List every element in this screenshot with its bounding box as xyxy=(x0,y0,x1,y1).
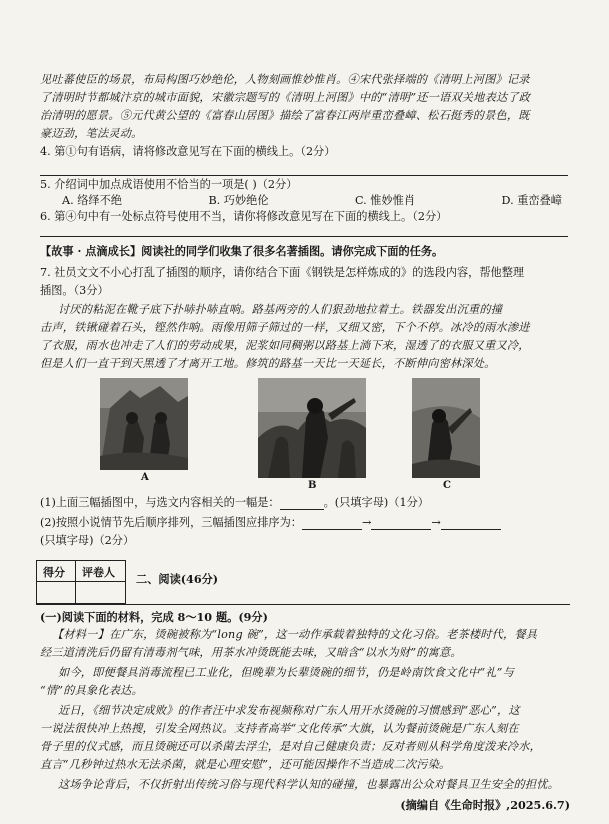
q5-option-d[interactable]: D. 重峦叠嶂 xyxy=(501,194,562,207)
q7-sub-1 xyxy=(40,496,570,510)
q6-answer-line[interactable] xyxy=(40,236,568,237)
passage-line-4: 豪迈劲，笔法灵动。 xyxy=(40,127,143,140)
q5-option-b[interactable]: B. 巧妙绝伦 xyxy=(208,194,269,207)
material-line-4: “情”的具象化表达。 xyxy=(40,684,143,697)
material-line-2: 经三道清洗后仍留有清毒剂气味，用茶水冲烫既能去味，又暗含“以水为财”的寓意。 xyxy=(40,646,462,659)
q7-sub-2-blank-1[interactable] xyxy=(302,518,362,530)
material-line-9: 这场争论背后，不仅折射出传统习俗与现代科学认知的碰撞，也暴露出公众对餐具卫生安全的担忧。 xyxy=(58,778,560,791)
illustration-b-image xyxy=(258,378,366,478)
q7-sub-1-blank[interactable] xyxy=(280,498,324,510)
section-divider xyxy=(36,604,570,605)
q5-option-a[interactable]: A. 络绎不绝 xyxy=(62,194,122,207)
score-box xyxy=(36,560,126,604)
question-7-line-2: 插图。（3分） xyxy=(40,284,109,297)
score-cell-label xyxy=(37,561,76,582)
illustration-label-c: C xyxy=(443,480,451,491)
grader-cell-label xyxy=(76,561,125,582)
illustration-a[interactable] xyxy=(100,378,188,474)
q7-sub-2-note: (只填字母)（2分） xyxy=(40,534,135,547)
illustration-a-image xyxy=(100,378,188,470)
passage-line-1: 见吐蕃使臣的场景，布局构图巧妙绝伦，人物刻画惟妙惟肖。④宋代张择端的《清明上河图》记录 xyxy=(40,73,530,86)
passage-line-3: 治清明的愿景。⑤元代黄公望的《富春山居图》描绘了富春江两岸重峦叠嶂、松石挺秀的景色，既 xyxy=(40,109,530,122)
excerpt-line-3: 了衣服，雨水也冲走了人们的劳动成果，泥浆如同稠粥以路基上淌下来，湿透了的衣服又重又冷， xyxy=(40,339,530,352)
score-label: 得分 xyxy=(43,566,65,579)
grader-label: 评卷人 xyxy=(82,566,115,579)
question-7-line-1: 7. 社员文文不小心打乱了插图的顺序，请你结合下面《钢铁是怎样炼成的》的选段内容，帮他整理 xyxy=(40,266,525,279)
score-input-cell[interactable] xyxy=(37,582,76,603)
illustration-label-b: B xyxy=(308,480,317,491)
illustration-label-a: A xyxy=(141,472,149,483)
material-line-1: 【材料一】在广东，烫碗被称为“long 碗”，这一动作承载着独特的文化习俗。老茶楼时代，餐具 xyxy=(52,628,538,641)
material-line-6: 一说法很快冲上热搜，引发全网热议。支持者高举“文化传承”大旗，认为餐前烫碗是广东人刻在 xyxy=(40,722,519,735)
material-line-7: 骨子里的仪式感，而且烫碗还可以杀菌去浮尘，是对自己健康负责；反对者则从科学角度泼来冷水， xyxy=(40,740,542,753)
material-line-8: 直言“几秒钟过热水无法杀菌，就是心理安慰”，还可能因操作不当造成二次污染。 xyxy=(40,758,451,771)
q7-sub-2-blank-3[interactable] xyxy=(441,518,501,530)
excerpt-line-2: 击声，铁锹碰着石头，铿然作响。雨像用筛子筛过的一样，又细又密，下个不停。冰冷的雨水渗进 xyxy=(40,321,530,334)
illustration-c[interactable] xyxy=(412,378,480,482)
q7-sub-2-prompt: (2)按照小说情节先后顺序排列，三幅插图应排序为： xyxy=(40,516,302,529)
grader-input-cell[interactable] xyxy=(76,582,125,603)
material-line-3: 如今，即便餐具消毒流程已工业化，但晚辈为长辈烫碗的细节，仍是岭南饮食文化中“礼”与 xyxy=(58,666,514,679)
source-citation: (摘编自《生命时报》,2025.6.7) xyxy=(400,798,570,812)
reading-1-heading: (一)阅读下面的材料，完成 8～10 题。(9分) xyxy=(40,610,268,624)
section-2-title: 二、阅读(46分) xyxy=(136,572,219,586)
question-5: 5. 介绍词中加点成语使用不恰当的一项是( )（2分） xyxy=(40,178,298,191)
illustration-c-image xyxy=(412,378,480,478)
excerpt-line-1: 讨厌的粘泥在靴子底下扑哧扑哧直响。路基两旁的人们狠劲地拉着土。铁器发出沉重的撞 xyxy=(58,303,503,316)
q5-options xyxy=(62,192,562,208)
q7-sub-1-tail: 。(只填字母)（1分） xyxy=(323,496,429,509)
story-section-heading: 【故事 · 点滴成长】阅读社的同学们收集了很多名著插图。请你完成下面的任务。 xyxy=(40,244,444,258)
illustration-b[interactable] xyxy=(258,378,366,482)
q7-sub-2-blank-2[interactable] xyxy=(371,518,431,530)
q7-sub-1-prompt: (1)上面三幅插图中，与选文内容相关的一幅是： xyxy=(40,496,280,509)
question-6: 6. 第④句中有一处标点符号使用不当，请你将修改意见写在下面的横线上。（2分） xyxy=(40,210,448,223)
q5-option-c[interactable]: C. 惟妙惟肖 xyxy=(355,194,416,207)
q7-sub-2: (2)按照小说情节先后顺序排列，三幅插图应排序为： → → xyxy=(40,516,570,530)
material-line-5: 近日，《细节决定成败》的作者汪中求发布视频称对广东人用开水烫碗的习惯感到“恶心”，这 xyxy=(58,704,520,717)
passage-line-2: 了清明时节都城汴京的城市面貌，宋徽宗题写的《清明上河图》中的“清明”还一语双关地表达了政 xyxy=(40,91,531,104)
q4-answer-line[interactable] xyxy=(40,175,568,176)
question-4: 4. 第①句有语病，请将修改意见写在下面的横线上。（2分） xyxy=(40,145,336,158)
excerpt-line-4: 但是人们一直干到天黑透了才离开工地。修筑的路基一天比一天延长，不断伸向密林深处。 xyxy=(40,357,496,370)
